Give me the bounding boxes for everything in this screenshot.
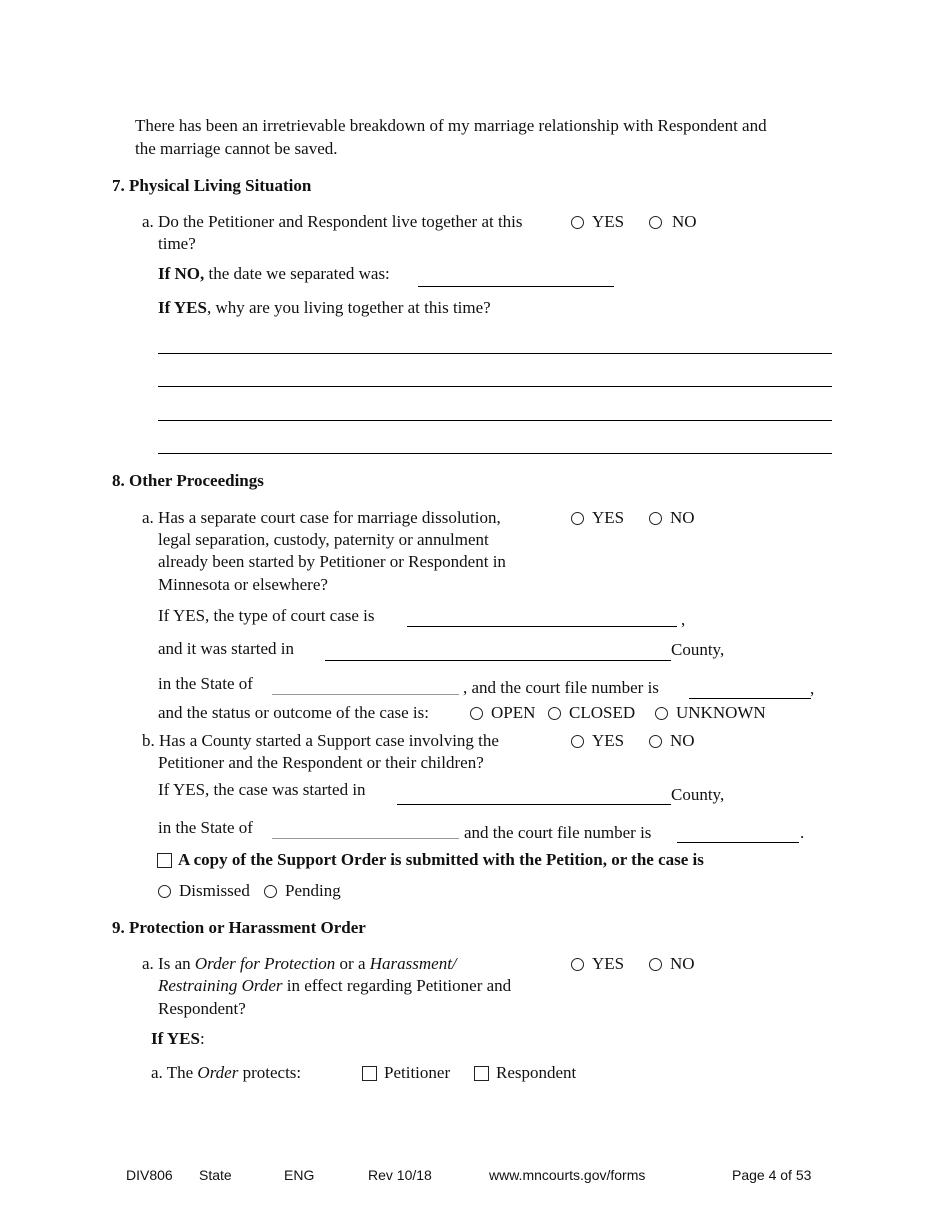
section-7-heading: 7. Physical Living Situation — [112, 176, 312, 195]
q7a-if-no — [158, 263, 390, 285]
county-field-a[interactable] — [325, 660, 671, 661]
q8a-line-1: a. Has a separate court case for marriage dissolution, — [142, 508, 501, 527]
q9a-restraining-order: Restraining Order — [158, 976, 283, 995]
section-9-heading: 9. Protection or Harassment Order — [112, 918, 366, 937]
q9a-yes-label: YES — [592, 954, 625, 973]
q8b-line-1: b. Has a County started a Support case involving the — [142, 731, 499, 750]
case-started-in-label: If YES, the case was started in — [158, 780, 366, 799]
footer-language: ENG — [284, 1167, 315, 1183]
q8a-yes-radio[interactable] — [571, 512, 584, 525]
support-order-label: A copy of the Support Order is submitted with the Petition, or the case is — [178, 850, 704, 869]
protects-petitioner-label: Petitioner — [384, 1063, 451, 1082]
order-protects-label — [151, 1062, 301, 1084]
support-order-checkbox[interactable] — [157, 853, 172, 868]
q9a-line-2-rest: in effect regarding Petitioner and — [282, 976, 512, 995]
status-closed-label: CLOSED — [569, 703, 636, 722]
q9a-no-label: NO — [670, 954, 695, 973]
protects-petitioner-checkbox[interactable] — [362, 1066, 377, 1081]
q7a-no-radio[interactable] — [649, 216, 662, 229]
q7a-yes-radio[interactable] — [571, 216, 584, 229]
q8a-no-radio[interactable] — [649, 512, 662, 525]
q8a-line-2: legal separation, custody, paternity or annulment — [158, 530, 489, 549]
separation-date-field[interactable] — [418, 286, 614, 287]
q9-if-yes-colon: : — [199, 1029, 205, 1048]
file-number-field-a[interactable] — [689, 698, 811, 699]
q9-if-yes — [151, 1028, 205, 1050]
intro-line-2: the marriage cannot be saved. — [135, 139, 338, 158]
if-yes-bold: If YES — [158, 298, 207, 317]
status-open-label: OPEN — [491, 703, 536, 722]
footer-url[interactable]: www.mncourts.gov/forms — [489, 1167, 646, 1183]
county-field-b[interactable] — [397, 804, 671, 805]
q8b-line-2: Petitioner and the Respondent or their children? — [158, 753, 484, 772]
q8b-no-label: NO — [670, 731, 695, 750]
county-label-a: County, — [671, 640, 725, 659]
q9a-or: or a — [335, 954, 370, 973]
file-number-comma: , — [810, 679, 815, 698]
footer-page-number: Page 4 of 53 — [732, 1167, 812, 1183]
dismissed-radio[interactable] — [158, 885, 171, 898]
living-together-reason-line-3[interactable] — [158, 420, 832, 421]
q8b-no-radio[interactable] — [649, 735, 662, 748]
state-of-label-b: in the State of — [158, 818, 253, 837]
file-number-field-b[interactable] — [677, 842, 799, 843]
q9a-ofp: Order for Protection — [194, 954, 336, 973]
status-unknown-radio[interactable] — [655, 707, 668, 720]
pending-label: Pending — [285, 881, 341, 900]
started-in-label: and it was started in — [158, 639, 294, 658]
q9a-line-2 — [158, 975, 511, 997]
q9a-line-1 — [142, 953, 457, 975]
status-closed-radio[interactable] — [548, 707, 561, 720]
footer-state: State — [199, 1167, 232, 1183]
living-together-reason-line-1[interactable] — [158, 353, 832, 354]
status-label: and the status or outcome of the case is: — [158, 703, 429, 722]
q9-if-yes-bold: If YES — [151, 1029, 200, 1048]
state-field-a[interactable] — [272, 694, 459, 695]
q9a-hro: Harassment/ — [369, 954, 457, 973]
q8b-yes-label: YES — [592, 731, 625, 750]
q8a-line-4: Minnesota or elsewhere? — [158, 575, 328, 594]
pending-radio[interactable] — [264, 885, 277, 898]
file-number-label-b: and the court file number is — [464, 823, 652, 842]
protects-respondent-checkbox[interactable] — [474, 1066, 489, 1081]
dismissed-label: Dismissed — [179, 881, 250, 900]
q9a-no-radio[interactable] — [649, 958, 662, 971]
case-type-label: If YES, the type of court case is — [158, 606, 375, 625]
q8b-yes-radio[interactable] — [571, 735, 584, 748]
case-type-field[interactable] — [407, 626, 677, 627]
q8a-no-label: NO — [670, 508, 695, 527]
q9a-prefix: a. Is an — [142, 954, 195, 973]
protects-rest: protects: — [238, 1063, 302, 1082]
if-no-bold: If NO, — [158, 264, 205, 283]
living-together-reason-line-4[interactable] — [158, 453, 832, 454]
protects-order: Order — [197, 1063, 239, 1082]
case-type-comma: , — [681, 610, 686, 629]
q7a-if-yes — [158, 297, 491, 319]
protects-prefix: a. The — [151, 1063, 198, 1082]
living-together-reason-line-2[interactable] — [158, 386, 832, 387]
q8a-yes-label: YES — [592, 508, 625, 527]
footer-form-code: DIV806 — [126, 1167, 173, 1183]
q9a-line-3: Respondent? — [158, 999, 246, 1018]
q9a-yes-radio[interactable] — [571, 958, 584, 971]
protects-respondent-label: Respondent — [496, 1063, 577, 1082]
q7a-no-label: NO — [672, 212, 697, 231]
section-8-heading: 8. Other Proceedings — [112, 471, 264, 490]
status-unknown-label: UNKNOWN — [676, 703, 766, 722]
county-label-b: County, — [671, 785, 725, 804]
if-no-rest: the date we separated was: — [204, 264, 390, 283]
footer-revision: Rev 10/18 — [368, 1167, 432, 1183]
q7a-line-2: time? — [158, 234, 196, 253]
status-open-radio[interactable] — [470, 707, 483, 720]
state-field-b[interactable] — [272, 838, 459, 839]
q7a-line-1: a. Do the Petitioner and Respondent live together at this — [142, 212, 523, 231]
file-number-period: . — [800, 823, 805, 842]
q8a-line-3: already been started by Petitioner or Respondent in — [158, 552, 506, 571]
q7a-yes-label: YES — [592, 212, 625, 231]
intro-line-1: There has been an irretrievable breakdown of my marriage relationship with Respondent and — [135, 116, 767, 135]
if-yes-rest: , why are you living together at this time? — [206, 298, 491, 317]
file-number-label-a: , and the court file number is — [463, 678, 659, 697]
state-of-label-a: in the State of — [158, 674, 253, 693]
